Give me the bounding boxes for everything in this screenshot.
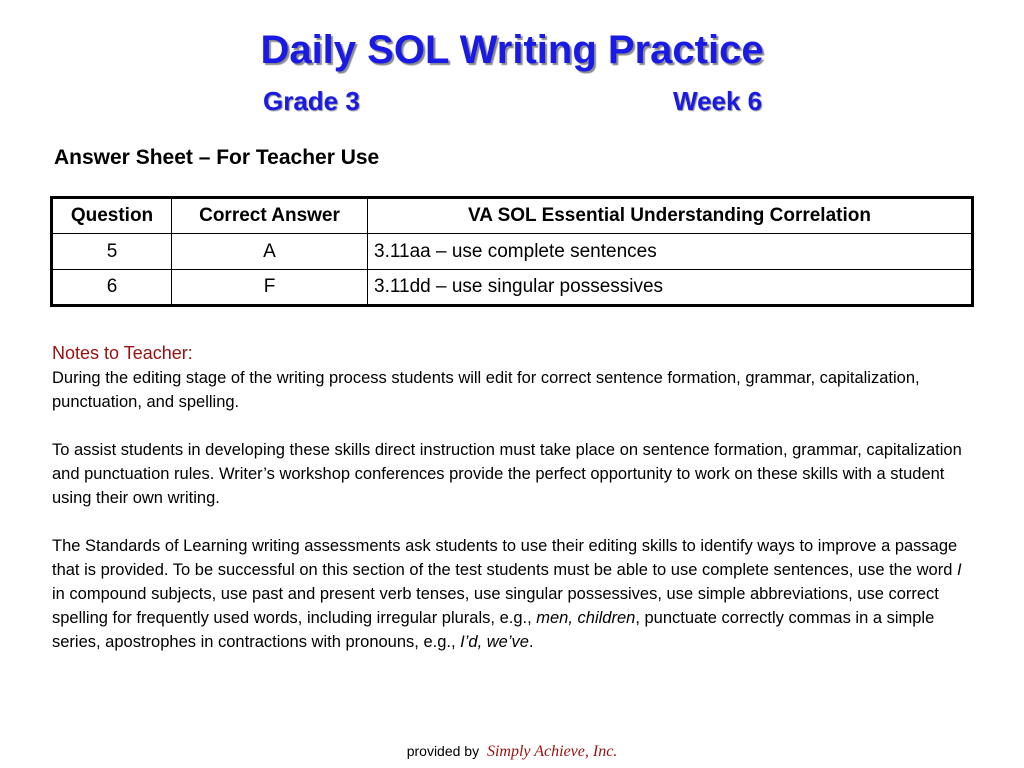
cell-answer: F: [172, 270, 368, 306]
paragraph-3-text: in compound subjects, use past and present verb tenses, use singular possessives, use simple abbreviations, use correct spelling for frequently used words, including irregular plurals, e.g.,: [52, 585, 939, 627]
company-name: Simply Achieve, Inc.: [486, 743, 618, 760]
table-row: [52, 270, 973, 306]
footer: [0, 740, 1024, 763]
table-header-row: [52, 198, 973, 234]
notes-paragraph-1: During the editing stage of the writing process students will edit for correct sentence formation, grammar, capitalization, punctuation, and spelling.: [52, 369, 920, 411]
paragraph-spacer: [52, 414, 977, 438]
cell-question: 5: [52, 234, 172, 270]
notes-paragraph-2: To assist students in developing these skills direct instruction must take place on sentence formation, grammar, capitalization and punctuation rules. Writer’s workshop conferences provide the perfect opportunity to work on these skills with a student using their own writing.: [52, 441, 962, 507]
notes-section: [52, 340, 977, 654]
column-header-question: Question: [52, 198, 172, 234]
cell-correlation: 3.11aa – use complete sentences: [368, 234, 973, 270]
table-row: [52, 234, 973, 270]
column-header-correlation: VA SOL Essential Understanding Correlation: [368, 198, 973, 234]
week-label: Week 6: [673, 86, 763, 116]
cell-answer: A: [172, 234, 368, 270]
italic-word-i: I: [956, 561, 962, 579]
paragraph-3-text: The Standards of Learning writing assessments ask students to use their editing skills to identify ways to improve a passage that is provided. To be successful on this section of the test students must be able to use complete sentences, use the word: [52, 537, 958, 579]
cell-question: 6: [52, 270, 172, 306]
italic-example-contractions: I’d, we’ve: [460, 633, 529, 651]
italic-example-plurals: men, children: [536, 609, 636, 627]
paragraph-3-text: , punctuate correctly commas in a simple series, apostrophes in contractions with pronouns, e.g.,: [52, 609, 935, 651]
notes-heading: Notes to Teacher:: [52, 343, 193, 363]
paragraph-3-text: .: [528, 633, 534, 651]
cell-correlation: 3.11dd – use singular possessives: [368, 270, 973, 306]
column-header-correct-answer: Correct Answer: [172, 198, 368, 234]
answer-table: [50, 196, 974, 307]
provided-by-label: provided by: [406, 743, 480, 759]
notes-paragraph-3: [52, 534, 977, 654]
section-heading: Answer Sheet – For Teacher Use: [54, 146, 380, 169]
paragraph-spacer: [52, 510, 977, 534]
page-title: Daily SOL Writing Practice: [260, 28, 764, 72]
grade-label: Grade 3: [263, 86, 360, 116]
